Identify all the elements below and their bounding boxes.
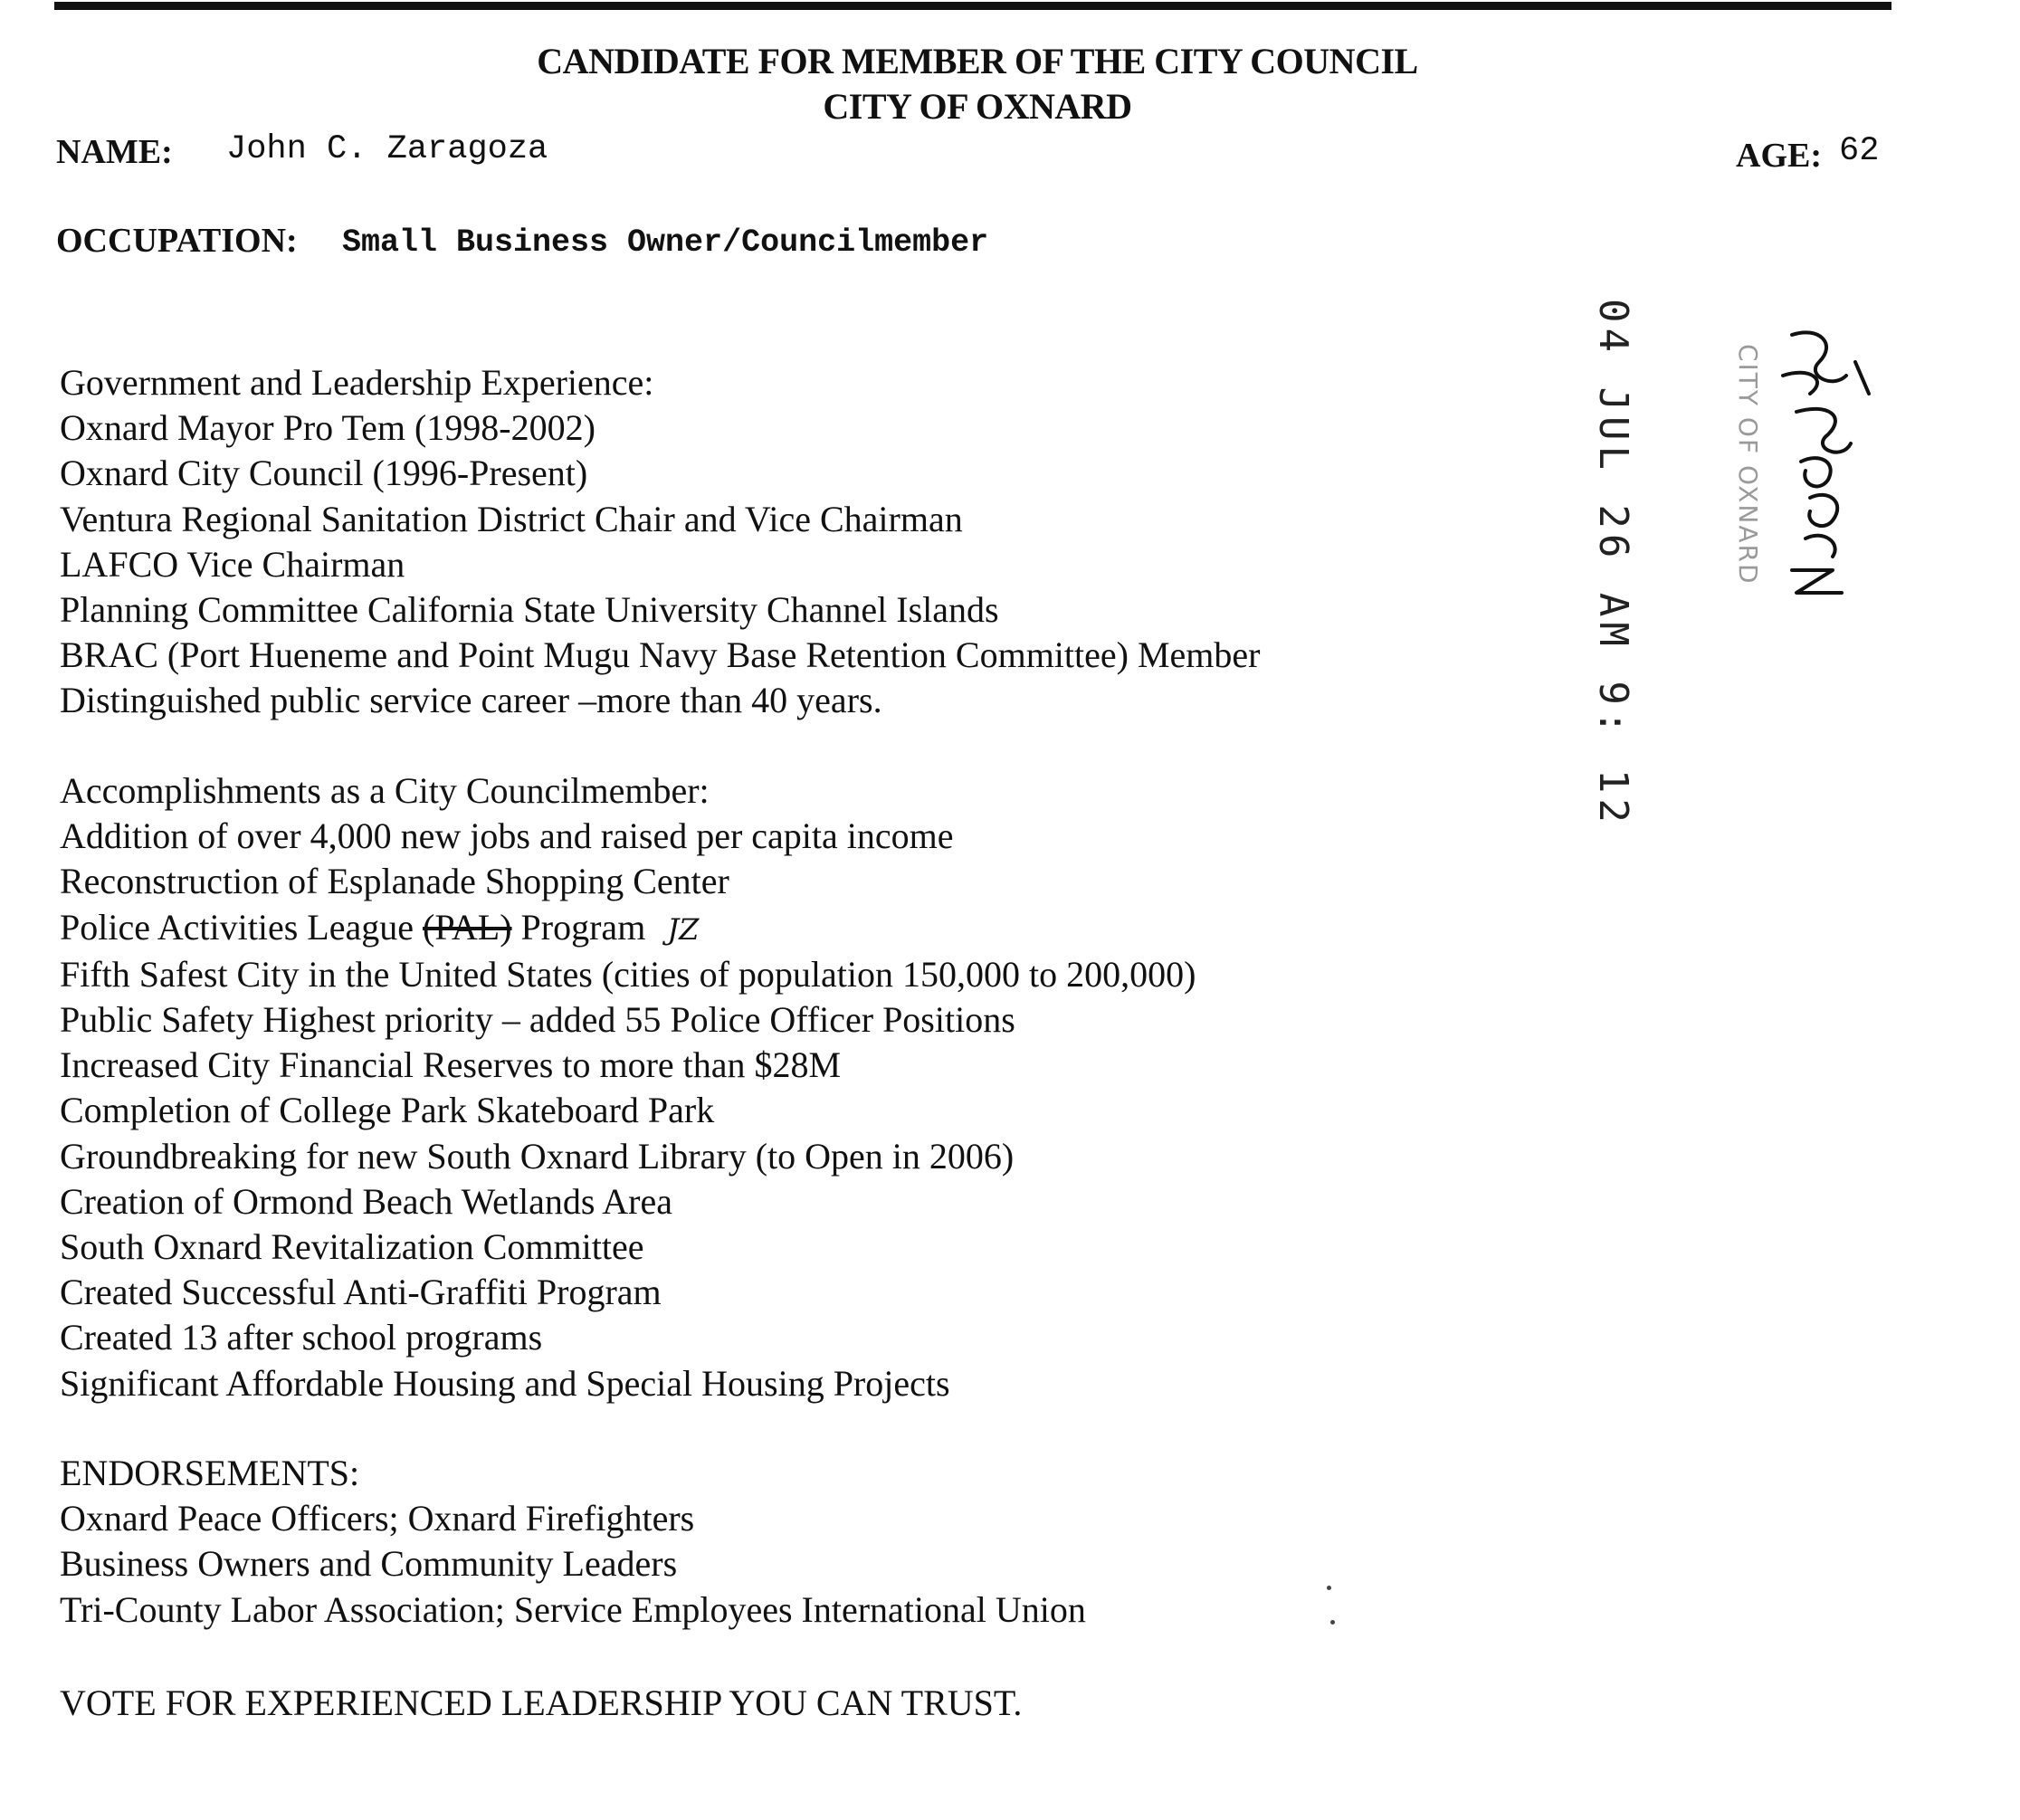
list-item: Created Successful Anti-Graffiti Program [60,1272,662,1313]
list-item: BRAC (Port Hueneme and Point Mugu Navy Base Retention Committee) Member [60,634,1261,676]
city-clerk-stamp: CITY OF OXNARD [1733,344,1763,586]
list-item: Oxnard City Council (1996-Present) [60,453,588,494]
list-item: Reconstruction of Esplanade Shopping Center [60,861,729,902]
list-item: Addition of over 4,000 new jobs and raised per capita income [60,815,954,857]
list-item: Public Safety Highest priority – added 55 Police Officer Positions [60,999,1015,1041]
age-label: AGE: [1736,137,1822,175]
speck [1330,1620,1335,1625]
document-title: CANDIDATE FOR MEMBER OF THE CITY COUNCIL [537,41,1418,81]
list-item: Planning Committee California State University Channel Islands [60,589,999,631]
name-label: NAME: [56,133,173,171]
experience-heading: Government and Leadership Experience: [60,362,654,403]
candidate-occupation: Small Business Owner/Councilmember [342,224,989,261]
endorsements-section [60,1451,1086,1633]
top-rule [54,2,1891,10]
document-subtitle: CITY OF OXNARD [823,86,1132,127]
list-item: Oxnard Mayor Pro Tem (1998-2002) [60,407,596,449]
handwritten-signature [1756,326,1882,597]
list-item: Significant Affordable Housing and Special Housing Projects [60,1362,950,1404]
endorsements-heading: ENDORSEMENTS: [60,1453,360,1493]
list-item: Fifth Safest City in the United States (cities of population 150,000 to 200,000) [60,953,1196,995]
occupation-label: OCCUPATION: [56,222,298,260]
closing-slogan: VOTE FOR EXPERIENCED LEADERSHIP YOU CAN TRUST. [60,1682,1023,1723]
list-item: Increased City Financial Reserves to more than $28M [60,1044,842,1086]
pal-text: Police Activities League [60,906,414,948]
accomplishments-heading: Accomplishments as a City Councilmember: [60,770,710,811]
list-item: Created 13 after school programs [60,1317,543,1358]
struck-acronym: (PAL) [423,906,512,948]
list-item-pal [60,905,1196,952]
date-received-stamp: 04 JUL 26 AM 9: 12 [1590,299,1636,828]
accomplishments-section [60,768,1196,1406]
pal-suffix: Program [520,906,646,948]
list-item: Creation of Ormond Beach Wetlands Area [60,1180,672,1222]
list-item: LAFCO Vice Chairman [60,543,405,585]
list-item: Business Owners and Community Leaders [60,1543,678,1585]
experience-section [60,360,1260,724]
list-item: South Oxnard Revitalization Committee [60,1226,644,1268]
list-item: Groundbreaking for new South Oxnard Library (to Open in 2006) [60,1135,1015,1177]
list-item: Oxnard Peace Officers; Oxnard Firefighters [60,1498,695,1539]
candidate-age: 62 [1839,132,1880,170]
speck [1327,1586,1331,1590]
list-item: Tri-County Labor Association; Service Employees International Union [60,1588,1086,1630]
list-item: Completion of College Park Skateboard Park [60,1090,715,1131]
list-item: Distinguished public service career –more than 40 years. [60,680,882,721]
candidate-name: John C. Zaragoza [226,130,548,168]
handwritten-initials: JZ [667,911,700,947]
list-item: Ventura Regional Sanitation District Chair and Vice Chairman [60,498,963,539]
